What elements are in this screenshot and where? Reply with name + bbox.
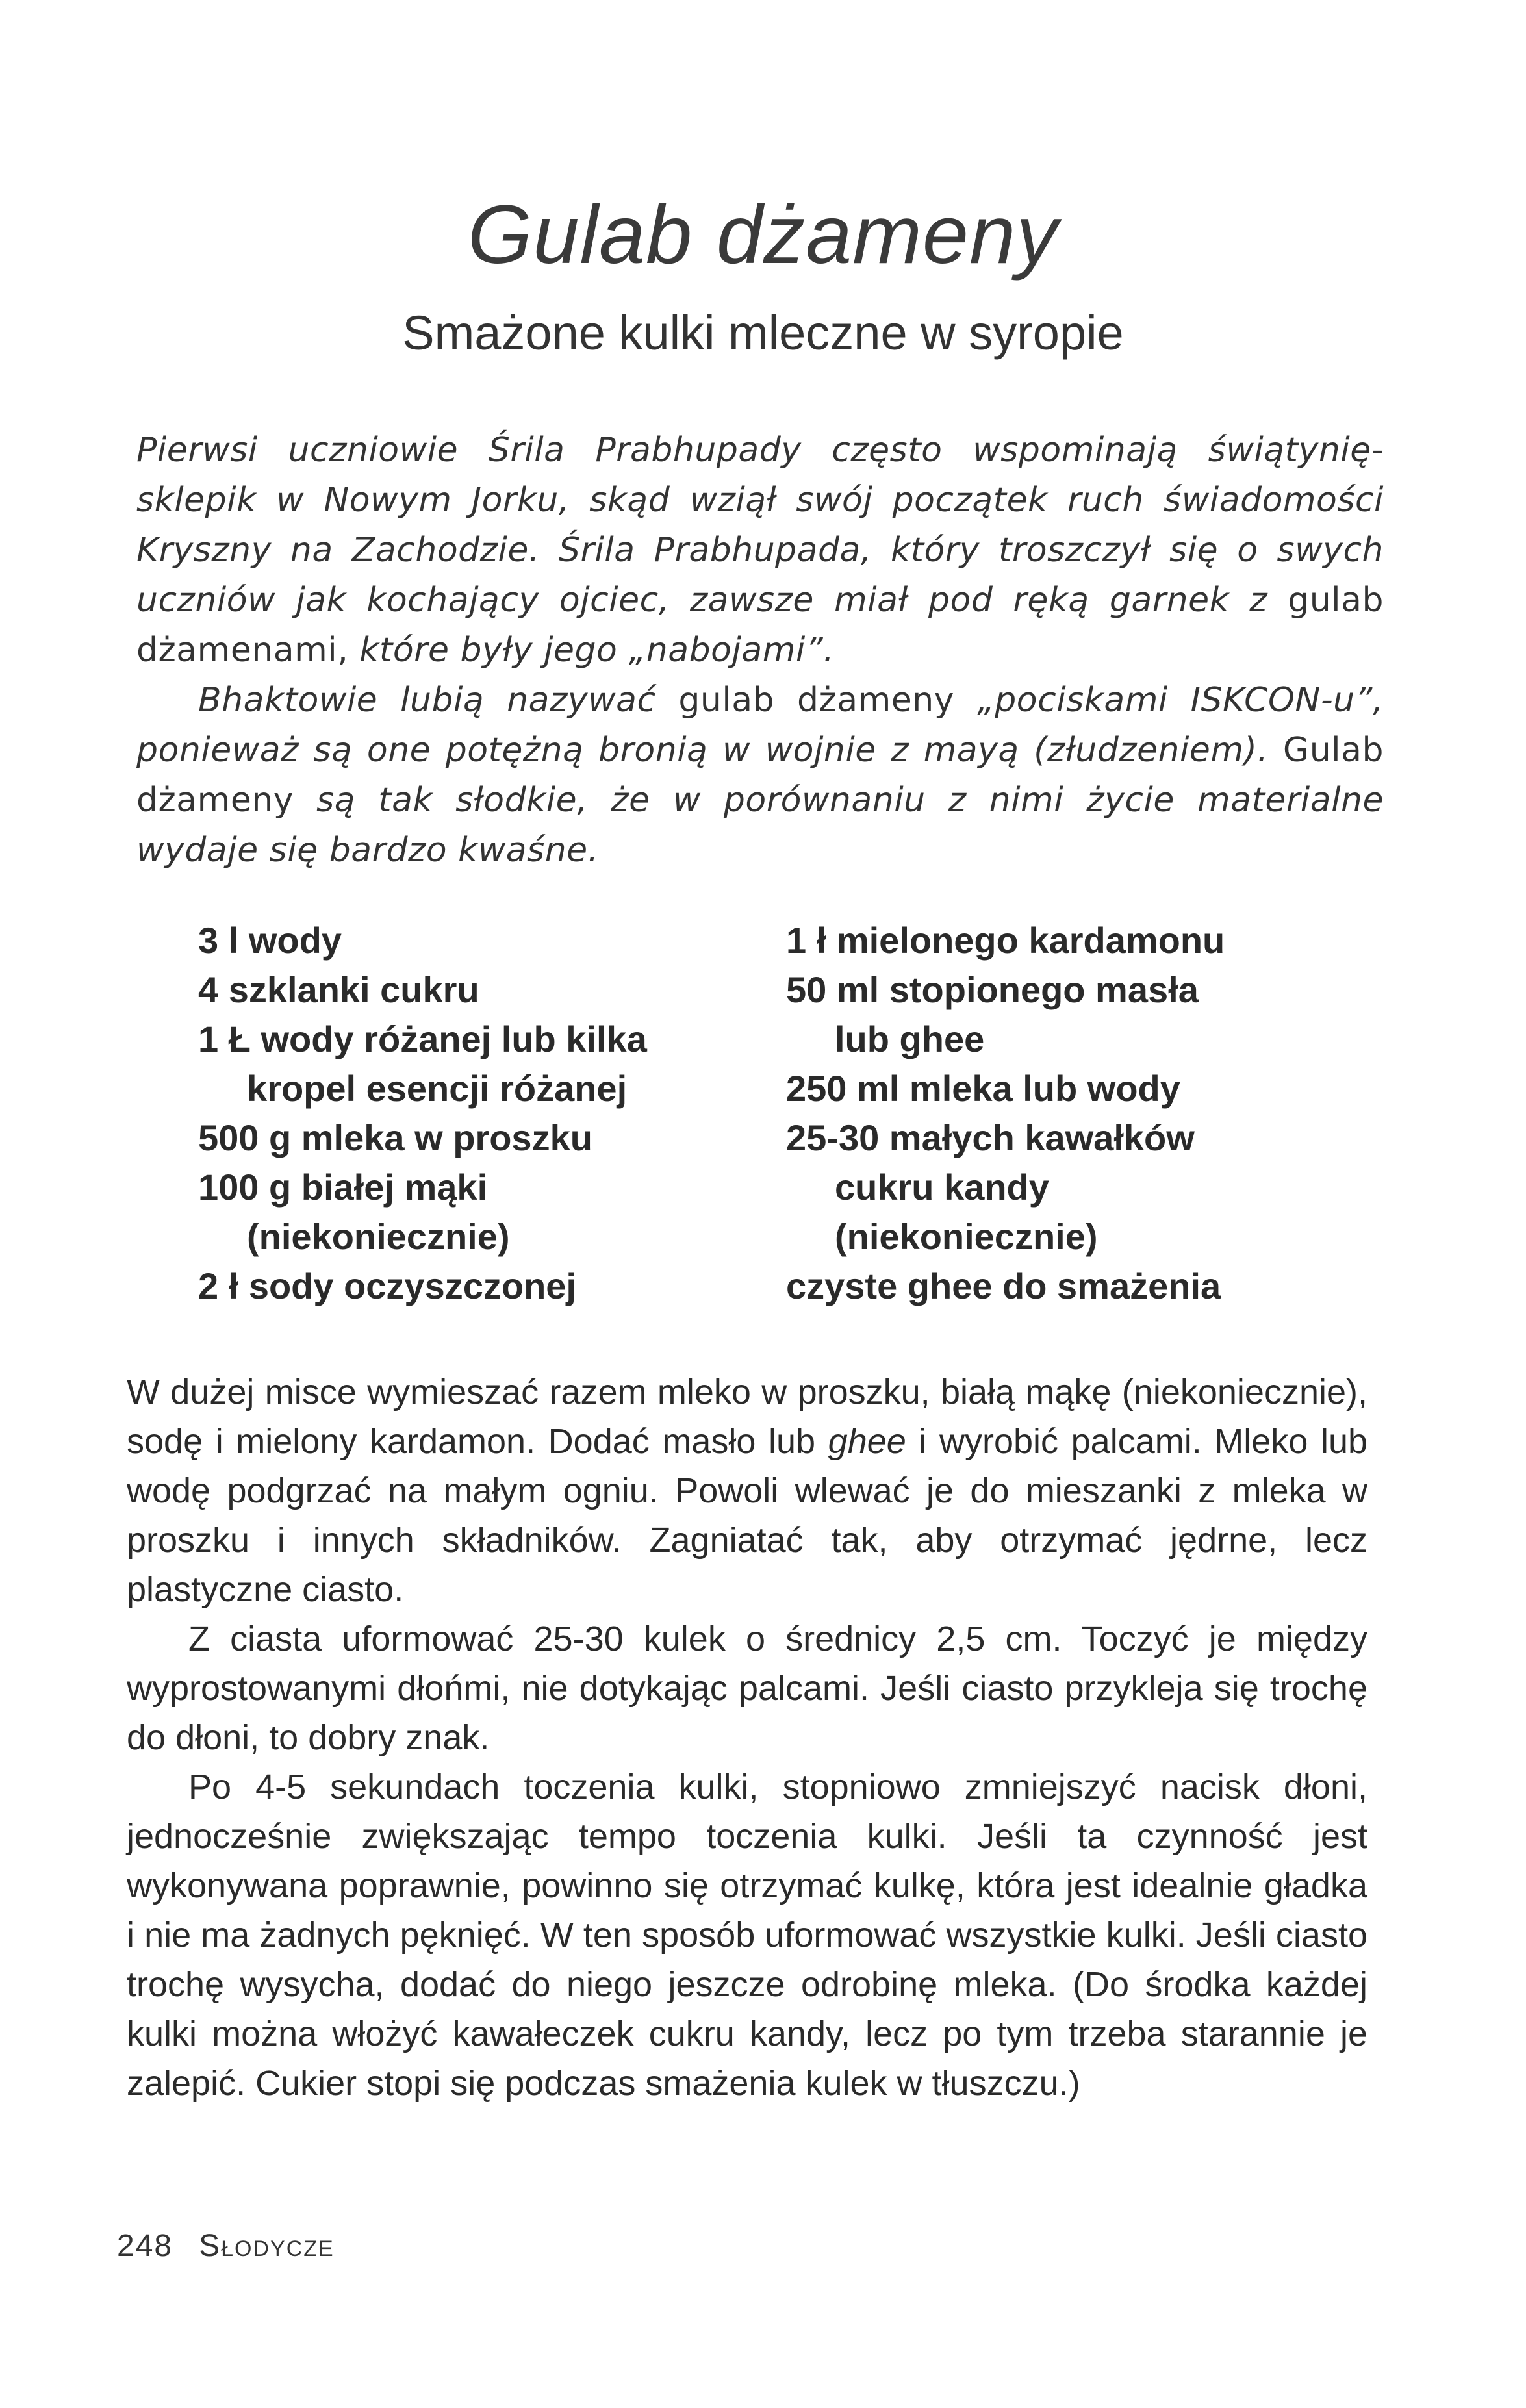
ingredient-line: 100 g białej mąki xyxy=(198,1167,488,1208)
method-paragraph-3: Po 4-5 sekundach toczenia kulki, stopniowo zmniejszyć nacisk dłoni, jednocześnie zwiększając tempo toczenia kulki. Jeśli ta czynność jest wykonywana poprawnie, powinno się otrzymać kulkę, która jest idealnie gładka i nie ma żadnych pęknięć. W ten sposób uformować wszystkie kulki. Jeśli ciasto trochę wysycha, dodać do niego jeszcze odrobinę mleka. (Do środka każdej kulki można włożyć kawałeczek cukru kandy, lecz po tym trzeba starannie je zalepić. Cukier stopi się podczas smażenia kulek w tłuszczu.) xyxy=(127,1768,1367,2103)
ingredients-right-column xyxy=(786,916,1225,1311)
page-number: 248 xyxy=(117,2229,173,2263)
method-text xyxy=(127,1367,1367,2108)
ingredient-line: 250 ml mleka lub wody xyxy=(786,1068,1180,1109)
intro-paragraph-2: Bhaktowie lubią nazywać gulab dżameny „pociskami ISKCON-u”, ponieważ są one potężną bronią w wojnie z mayą (złudzeniem). Gulab dżameny są tak słodkie, że w porównaniu z nimi życie materialne wydaje się bardzo kwaśne. xyxy=(136,681,1384,870)
intro-text xyxy=(136,425,1384,876)
method-paragraph-2: Z ciasta uformować 25-30 kulek o średnicy 2,5 cm. Toczyć je między wyprostowanymi dłońmi, nie dotykając palcami. Jeśli ciasto przykleja się trochę do dłoni, to dobry znak. xyxy=(127,1619,1367,1757)
ingredient-line: czyste ghee do smażenia xyxy=(786,1265,1221,1306)
recipe-title: Gulab dżameny xyxy=(467,188,1059,281)
page-footer xyxy=(117,2228,335,2264)
ingredient-line: 1 Ł wody różanej lub kilka xyxy=(198,1019,647,1059)
ingredient-line: 500 g mleka w proszku xyxy=(198,1117,592,1158)
ingredient-line: 4 szklanki cukru xyxy=(198,969,479,1010)
ingredient-line: (niekoniecznie) xyxy=(247,1216,510,1257)
ingredient-line: 3 l wody xyxy=(198,920,342,961)
ingredient-line: 1 ł mielonego kardamonu xyxy=(786,920,1225,961)
recipe-subtitle: Smażone kulki mleczne w syropie xyxy=(402,306,1124,360)
ingredient-line: (niekoniecznie) xyxy=(835,1216,1098,1257)
ingredient-line: 2 ł sody oczyszczonej xyxy=(198,1265,576,1306)
ingredient-line: lub ghee xyxy=(835,1019,985,1059)
ingredient-line: 25-30 małych kawałków xyxy=(786,1117,1195,1158)
ingredients-left-column xyxy=(198,916,647,1311)
ingredient-line: kropel esencji różanej xyxy=(247,1068,628,1109)
section-name: Słodycze xyxy=(199,2229,335,2263)
ingredient-line: 50 ml stopionego masła xyxy=(786,969,1199,1010)
ingredient-line: cukru kandy xyxy=(835,1167,1049,1208)
intro-paragraph-1: Pierwsi uczniowie Śrila Prabhupady często wspominają świątynię-sklepik w Nowym Jorku, skąd wziął swój początek ruch świadomości Kryszny na Zachodzie. Śrila Prabhupada, który troszczył się o swych uczniów jak kochający ojciec, zawsze miał pod ręką garnek z gulab dżamenami, które były jego „nabojami”. xyxy=(136,431,1384,670)
method-paragraph-1: W dużej misce wymieszać razem mleko w proszku, białą mąkę (niekoniecznie), sodę i mielony kardamon. Dodać masło lub ghee i wyrobić palcami. Mleko lub wodę podgrzać na małym ogniu. Powoli wlewać je do mieszanki z mleka w proszku i innych składników. Zagniatać tak, aby otrzymać jędrne, lecz plastyczne ciasto. xyxy=(127,1373,1368,1609)
